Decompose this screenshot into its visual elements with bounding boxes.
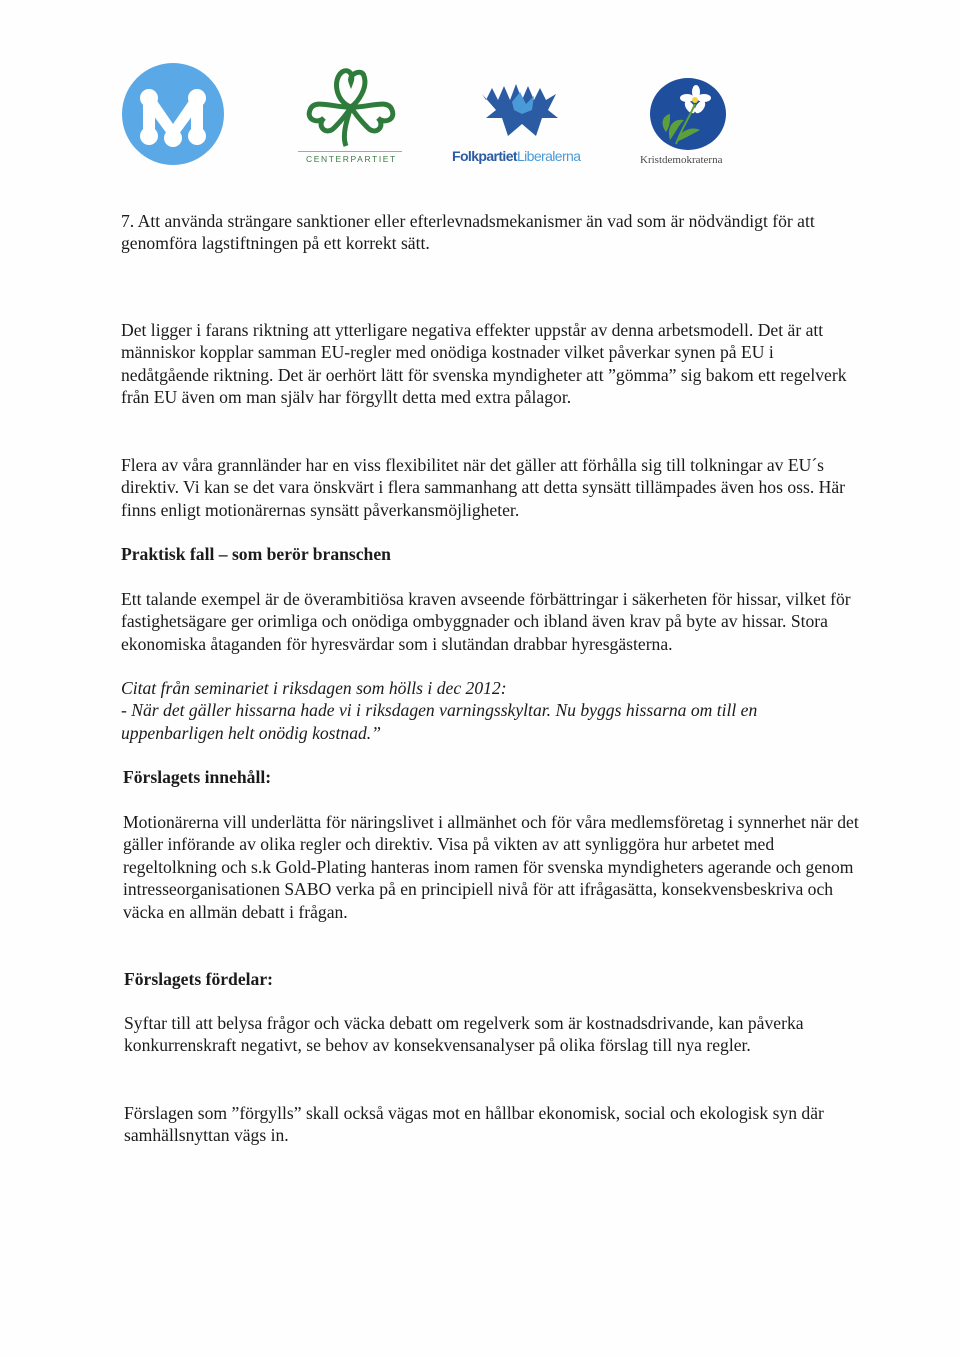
folkpartiet-label: Folkpartiet <box>452 148 517 164</box>
centerpartiet-label: CENTERPARTIET <box>306 154 397 164</box>
centerpartiet-divider <box>298 151 402 152</box>
folkpartiet-liberalerna-label <box>452 148 580 164</box>
paragraph-advantages <box>124 1012 864 1057</box>
centerpartiet-clover-logo <box>296 62 406 168</box>
liberalerna-label: Liberalerna <box>516 148 581 164</box>
paragraph-neighbours-text: Flera av våra grannländer har en viss flexibilitet när det gäller att förhålla sig till tolkningar av EU´s direktiv. Vi kan se det vara önskvärt i flera sammanhang att detta synsätt tillämpades även hos oss. Här finns enligt motionärernas synsätt påverkansmöjligheter. <box>121 455 845 520</box>
paragraph-risk-text: Det ligger i farans riktning att ytterligare negativa effekter uppstår av denna arbetsmodell. Det är att människor kopplar samman EU-regler med onödiga kostnader vilket påverkar synen på EU i nedåtgående riktning. Det är oerhört lätt för svenska myndigheter att ”gömma” sig bakom ett regelverk från EU även om man själv har förgyllt detta med extra pålagor. <box>121 320 847 408</box>
heading-advantages-text: Förslagets fördelar: <box>124 969 274 989</box>
paragraph-gilding-text: Förslagen som ”förgylls” skall också vägas mot en hållbar ekonomisk, social och ekologisk syn där samhällsnyttan vägs in. <box>124 1103 824 1146</box>
moderaterna-m-logo <box>121 62 225 166</box>
heading-content <box>123 766 863 788</box>
paragraph-content <box>123 811 863 923</box>
list-item-7 <box>121 210 861 255</box>
heading-case-text: Praktisk fall – som berör branschen <box>121 544 391 564</box>
heading-content-text: Förslagets innehåll: <box>123 767 272 787</box>
quote-block <box>121 677 861 744</box>
paragraph-risk <box>121 319 861 409</box>
paragraph-example <box>121 588 861 655</box>
item-7-text: 7. Att använda strängare sanktioner eller efterlevnadsmekanismer än vad som är nödvändigt för att genomföra lagstiftningen på ett korrekt sätt. <box>121 211 815 254</box>
paragraph-example-text: Ett talande exempel är de överambitiösa kraven avseende förbättringar i säkerheten för hissar, vilket för fastighetsägare ger orimliga och onödiga ombyggnader och ibland även krav på byte av hissar. Stora ekonomiska åtaganden för hyresvärdar som i slutändan drabbar hyresgästerna. <box>121 589 851 654</box>
heading-case <box>121 543 861 565</box>
party-logos-header <box>0 0 960 190</box>
paragraph-gilding <box>124 1102 864 1147</box>
heading-advantages <box>124 968 864 990</box>
kristdemokraterna-label: Kristdemokraterna <box>640 154 723 166</box>
quote-text: - När det gäller hissarna hade vi i riksdagen varningsskyltar. Nu byggs hissarna om till en uppenbarligen helt onödig kostnad.” <box>121 700 758 743</box>
quote-source: Citat från seminariet i riksdagen som hölls i dec 2012: <box>121 678 507 698</box>
paragraph-content-text: Motionärerna vill underlätta för näringslivet i allmänhet och för våra medlemsföretag i synnerhet när det gäller införande av olika regler och direktiv. Visa på vikten av att synliggöra hur arbetet med regeltolkning och s.k Gold-Plating hanteras inom ramen för svenska myndigheters agerande och genom intresseorganisationen SABO verka på en principiell nivå för att ifrågasätta, konsekvensbeskriva och väcka en allmän debatt i frågan. <box>123 812 859 922</box>
paragraph-advantages-text: Syftar till att belysa frågor och väcka debatt om regelverk som är kostnadsdrivande, kan påverka konkurrenskraft negativt, se behov av konsekvensanalyser på olika förslag till nya regler. <box>124 1013 804 1056</box>
paragraph-neighbours <box>121 454 861 521</box>
